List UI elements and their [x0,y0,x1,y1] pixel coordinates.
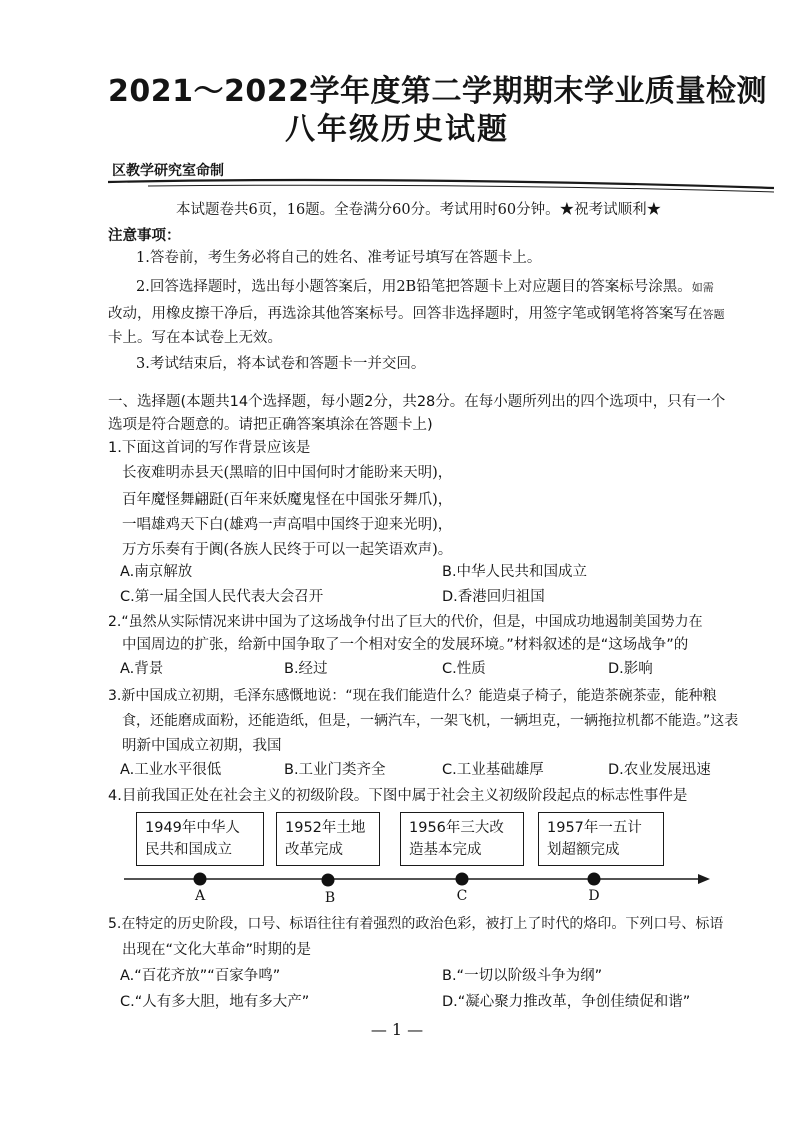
q2-stem-line-1: 2.“虽然从实际情况来讲中国为了这场战争付出了巨大的代价，但是，中国成功地遏制美国势力在 [108,614,703,630]
q3-option-c: C.工业基础雄厚 [442,762,544,778]
q3-option-a: A.工业水平很低 [120,762,222,778]
timeline-point-c [456,873,469,886]
q1-option-b: B.中华人民共和国成立 [442,564,588,580]
q3-stem-line-1: 3.新中国成立初期，毛泽东感慨地说：“现在我们能造什么？能造桌子椅子，能造茶碗茶壶，能种粮 [108,688,717,704]
note-1: 1.答卷前，考生务必将自己的姓名、准考证号填写在答题卡上。 [136,250,542,266]
timeline-box-c: 1956年三大改 造基本完成 [400,812,524,866]
timeline-letter-c: C [456,888,468,904]
timeline-point-b [322,874,335,887]
q1-poem-line: 一唱雄鸡天下白(雄鸡一声高唱中国终于迎来光明)， [122,517,453,533]
q1-poem-line: 百年魔怪舞翩跹(百年来妖魔鬼怪在中国张牙舞爪)， [122,492,453,508]
q4-stem: 4.目前我国正处在社会主义的初级阶段。下图中属于社会主义初级阶段起点的标志性事件是 [108,788,688,804]
timeline-letter-d: D [588,888,600,904]
timeline-box-d: 1957年一五计 划超额完成 [538,812,664,866]
timeline-point-a [194,873,207,886]
issuing-office: 区教学研究室命制 [112,163,224,179]
q5-option-d: D.“凝心聚力推改革，争创佳绩促和谐” [442,994,691,1010]
q5-stem-line-1: 5.在特定的历史阶段，口号、标语往往有着强烈的政治色彩，被打上了时代的烙印。下列口号、标语 [108,916,724,932]
q2-option-c: C.性质 [442,661,486,677]
q1-poem-line: 万方乐奏有于阗(各族人民终于可以一起笑语欢声)。 [122,542,453,558]
timeline-box-b: 1952年土地 改革完成 [276,812,380,866]
exam-summary: 本试题卷共6页，16题。全卷满分60分。考试用时60分钟。★祝考试顺利★ [176,202,662,218]
q5-stem-line-2: 出现在“文化大革命”时期的是 [122,942,312,958]
note-2-line-2: 改动，用橡皮擦干净后，再选涂其他答案标号。回答非选择题时，用签字笔或钢笔将答案写在答题 [108,306,725,322]
timeline-letter-a: A [194,888,206,904]
section-heading-line-2: 选项是符合题意的。请把正确答案填涂在答题卡上) [108,417,433,433]
timeline-letter-b: B [324,890,336,906]
q2-stem-line-2: 中国周边的扩张，给新中国争取了一个相对安全的发展环境。”材料叙述的是“这场战争”的 [122,637,689,653]
exam-subtitle: 八年级历史试题 [285,112,509,147]
note-3: 3.考试结束后，将本试卷和答题卡一并交回。 [136,356,426,372]
notes-heading: 注意事项： [108,228,181,244]
q2-options [120,659,760,679]
q1-options-row-1 [120,562,760,582]
q5-option-b: B.“一切以阶级斗争为纲” [442,968,603,984]
q2-option-d: D.影响 [608,661,653,677]
section-heading-line-1: 一、选择题(本题共14个选择题，每小题2分，共28分。在每小题所列出的四个选项中，只有一个 [108,394,726,410]
note-2-line-3: 卡上。写在本试卷上无效。 [108,330,282,346]
q5-option-a: A.“百花齐放”“百家争鸣” [120,968,281,984]
exam-title: 2021～2022学年度第二学期期末学业质量检测 [108,74,767,109]
q1-option-a: A.南京解放 [120,564,193,580]
timeline-box-a: 1949年中华人 民共和国成立 [136,812,264,866]
page-number: — 1 — [370,1020,424,1039]
timeline-point-d [588,873,601,886]
q5-option-c: C.“人有多大胆，地有多大产” [120,994,310,1010]
q1-stem: 1.下面这首词的写作背景应该是 [108,440,311,456]
q1-poem-line: 长夜难明赤县天(黑暗的旧中国何时才能盼来天明)， [122,465,453,481]
q3-stem-line-2: 食，还能磨成面粉，还能造纸，但是，一辆汽车，一架飞机，一辆坦克，一辆拖拉机都不能造。”这表 [122,713,739,729]
q3-options [120,760,760,780]
q2-option-b: B.经过 [284,661,328,677]
q5-options-row-2 [120,992,760,1012]
q1-option-c: C.第一届全国人民代表大会召开 [120,589,324,605]
q5-options-row-1 [120,966,760,986]
q2-option-a: A.背景 [120,661,164,677]
q3-option-d: D.农业发展迅速 [608,762,711,778]
q1-options-row-2 [120,587,760,607]
timeline-axis [118,870,718,888]
q4-timeline [118,812,718,906]
q3-stem-line-3: 明新中国成立初期，我国 [122,738,282,754]
q1-option-d: D.香港回归祖国 [442,589,545,605]
header-divider [108,176,774,200]
note-2-line-1: 2.回答选择题时，选出每小题答案后，用2B铅笔把答题卡上对应题目的答案标号涂黑。如需 [136,279,714,295]
q3-option-b: B.工业门类齐全 [284,762,386,778]
